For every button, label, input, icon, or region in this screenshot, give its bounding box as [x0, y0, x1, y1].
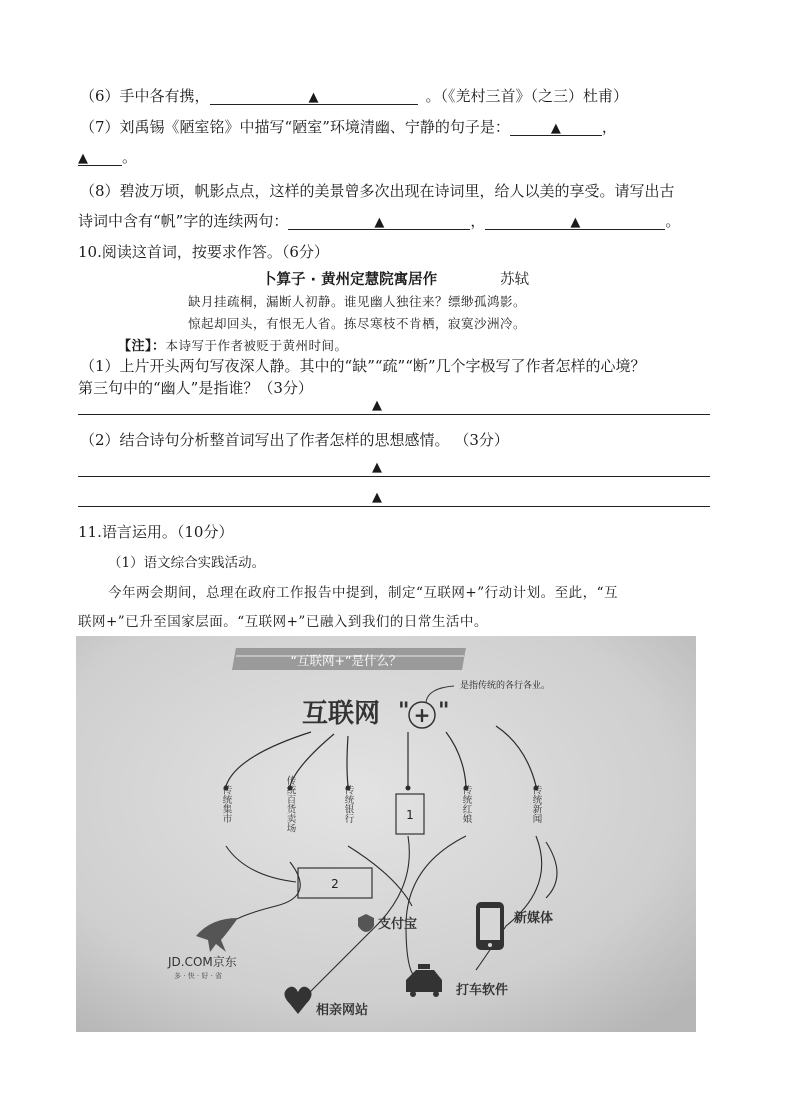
q8-answer-blank-2[interactable] [485, 211, 665, 230]
main-title: 互联网 [302, 699, 381, 729]
q7-answer-blank-1[interactable] [510, 117, 602, 136]
box-2-label: 2 [331, 877, 339, 891]
triangle-icon: ▲ [570, 215, 581, 230]
poem-line-2: 惊起却回头，有恨无人省。拣尽寒枝不肯栖，寂寞沙洲冷。 [188, 316, 527, 331]
box-1-label: 1 [406, 808, 414, 822]
alipay-text: 支付宝 [378, 917, 418, 932]
jd-slogan: 多 · 快 · 好 · 省 [174, 972, 223, 980]
dating-text: 相亲网站 [316, 1003, 369, 1018]
poem-title: 卜算子 · 黄州定慧院寓居作 [262, 272, 438, 288]
jd-logo-text: JD.COM京东 [168, 955, 237, 969]
internet-plus-figure [76, 636, 696, 1032]
q8-comma: ， [470, 212, 486, 230]
taxi-text: 打车软件 [456, 983, 509, 998]
q8-period: 。 [665, 212, 681, 230]
q10-sub1-line1: （1）上片开头两句写夜深人静。其中的“缺”“疏”“断”几个字极写了作者怎样的心境？ [80, 357, 646, 375]
q8-line2 [78, 211, 680, 231]
q7-line2 [78, 147, 137, 167]
triangle-icon: ▲ [308, 90, 319, 105]
q7-answer-blank-2[interactable] [78, 147, 122, 166]
q7-period: 。 [122, 148, 138, 166]
triangle-icon: ▲ [372, 460, 382, 475]
triangle-icon: ▲ [372, 490, 382, 505]
q10-sub2: （2）结合诗句分析整首词写出了作者怎样的思想感情。 （3分） [80, 431, 509, 449]
q6-prefix: （6）手中各有携， [80, 87, 210, 105]
q8-line1: （8）碧波万顷，帆影点点，这样的美景曾多次出现在诗词里，给人以美的享受。请写出古 [80, 182, 675, 200]
branch-traditional-news: 传统新闻 [530, 785, 542, 823]
q8-answer-blank-1[interactable] [288, 211, 470, 230]
q10-sub1-answer-line[interactable] [78, 414, 710, 415]
q10-sub2-answer-line-1[interactable] [78, 476, 710, 477]
q8-text: 诗词中含有“帆”字的连续两句： [78, 212, 289, 230]
triangle-icon: ▲ [374, 215, 385, 230]
plus-sign: + [413, 703, 431, 727]
figure-banner [232, 648, 466, 670]
q11-paragraph-line1: 今年两会期间，总理在政府工作报告中提到，制定“互联网+”行动计划。至此，“互 [108, 585, 619, 601]
poem-line-1: 缺月挂疏桐，漏断人初静。谁见幽人独往来？缥缈孤鸿影。 [188, 294, 527, 309]
branch-traditional-bank: 传统银行 [342, 785, 354, 823]
annotation-text: 是指传统的各行各业。 [460, 681, 551, 691]
triangle-icon: ▲ [78, 151, 88, 166]
branch-traditional-department-store: 传统百货卖场 [284, 775, 296, 833]
q6-line [80, 86, 628, 106]
poem-note [118, 336, 348, 357]
q7-comma: ， [601, 118, 617, 136]
quote-open: " [398, 699, 410, 724]
note-label: 【注】： [118, 339, 166, 354]
triangle-icon: ▲ [550, 121, 561, 136]
new-media-text: 新媒体 [514, 911, 554, 926]
triangle-icon: ▲ [372, 398, 382, 413]
quote-close: " [438, 699, 450, 724]
branch-traditional-market: 传统集市 [220, 785, 232, 823]
q11-heading: 11.语言运用。（10分） [78, 523, 234, 541]
q10-heading: 10.阅读这首词，按要求作答。（6分） [78, 243, 329, 261]
q11-paragraph-line2: 联网+”已升至国家层面。“互联网+”已融入到我们的日常生活中。 [78, 614, 488, 630]
q10-sub2-answer-line-2[interactable] [78, 506, 710, 507]
banner-text: “互联网+”是什么？ [290, 653, 402, 668]
branch-traditional-matchmaker: 传统红娘 [460, 785, 472, 823]
q6-suffix: 。（《羌村三首》（之三）杜甫） [425, 87, 629, 105]
q6-answer-blank[interactable] [210, 86, 418, 105]
q7-line1 [80, 117, 617, 137]
q11-sub1: （1）语文综合实践活动。 [108, 555, 266, 571]
alipay-logo [358, 914, 417, 932]
note-text: 本诗写于作者被贬于黄州时间。 [165, 338, 348, 353]
poem-author: 苏轼 [500, 272, 529, 288]
q10-sub1-line2: 第三句中的“幽人”是指谁？（3分） [78, 379, 313, 397]
q7-text: （7）刘禹锡《陋室铭》中描写“陋室”环境清幽、宁静的句子是： [80, 118, 510, 136]
